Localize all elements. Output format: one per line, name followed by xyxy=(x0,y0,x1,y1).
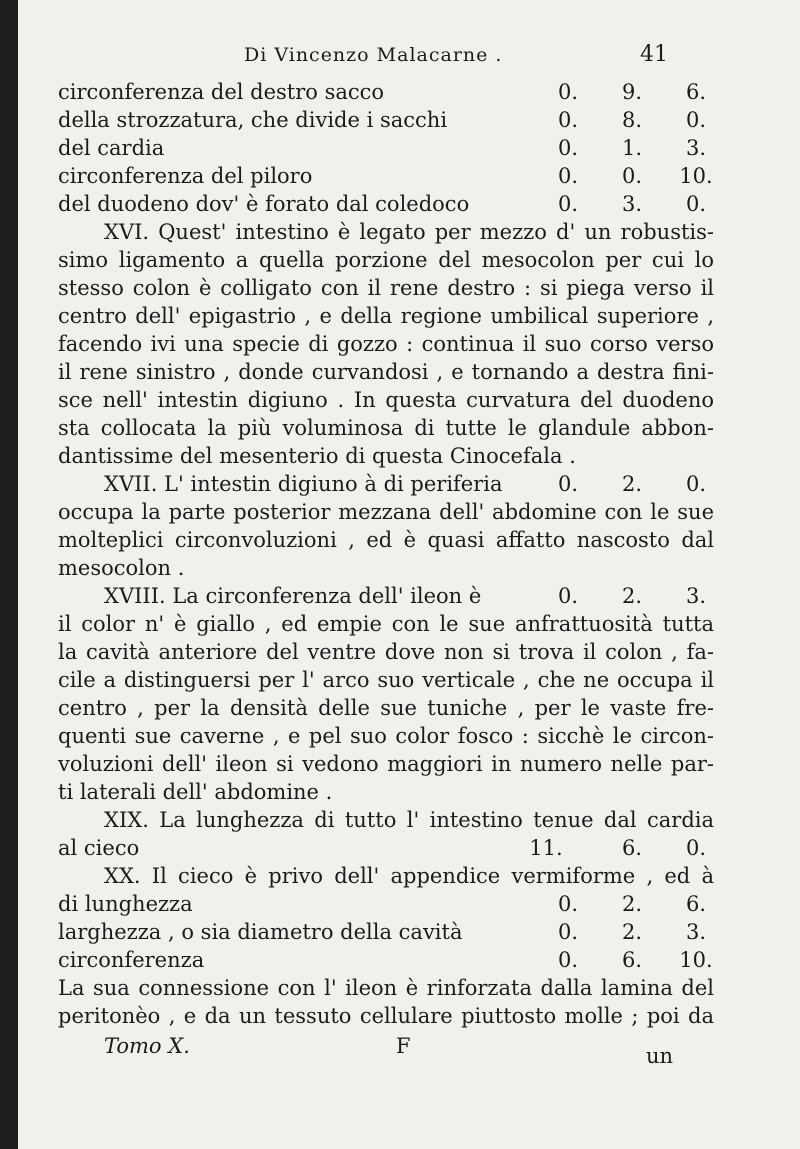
value-cell: 3. xyxy=(685,584,707,608)
value-cell: 0. xyxy=(685,108,707,132)
row-label: circonferenza del destro sacco xyxy=(58,80,385,104)
paragraph-line: sce nell' intestin digiuno . In questa curvatura del duodeno xyxy=(58,388,714,412)
value-cell: 6. xyxy=(621,836,643,860)
paragraph-line: il rene sinistro , donde curvandosi , e tornando a destra fini- xyxy=(58,360,714,384)
volume-mark: Tomo X. xyxy=(104,1034,190,1058)
paragraph-line: voluzioni dell' ileon si vedono maggiori in numero nelle par- xyxy=(58,752,714,776)
value-cell: 0. xyxy=(685,192,707,216)
row-label: XVII. L' intestin digiuno à di periferia xyxy=(104,472,503,496)
paragraph-line: centro , per la densità delle sue tuniche , per le vaste fre- xyxy=(58,696,714,720)
row-label: del cardia xyxy=(58,136,165,160)
table-row xyxy=(58,190,714,218)
value-cell: 0. xyxy=(557,584,579,608)
value-cell: 6. xyxy=(685,80,707,104)
value-cell: 0. xyxy=(557,192,579,216)
page-number: 41 xyxy=(640,42,668,67)
paragraph-line: mesocolon . xyxy=(58,556,185,580)
value-cell: 0. xyxy=(557,108,579,132)
paragraph-line: occupa la parte posterior mezzana dell' abdomine con le sue xyxy=(58,500,714,524)
paragraph-line: ti laterali dell' abdomine . xyxy=(58,780,333,804)
value-cell: 0. xyxy=(621,164,643,188)
value-cell: 3. xyxy=(621,192,643,216)
value-cell: 0. xyxy=(685,836,707,860)
row-label: XVIII. La circonferenza dell' ileon è xyxy=(104,584,482,608)
paragraph-line: il color n' è giallo , ed empie con le sue anfrattuosità tutta xyxy=(58,612,714,636)
row-label: circonferenza xyxy=(58,948,205,972)
table-row xyxy=(58,162,714,190)
paragraph-line: centro dell' epigastrio , e della regione umbilical superiore , xyxy=(58,304,714,328)
row-label: circonferenza del piloro xyxy=(58,164,313,188)
value-cell: 6. xyxy=(685,892,707,916)
value-cell: 0. xyxy=(557,472,579,496)
table-row xyxy=(104,582,714,610)
row-label: di lunghezza xyxy=(58,892,193,916)
value-cell: 3. xyxy=(685,136,707,160)
paragraph-line: dantissime del mesenterio di questa Cinocefala . xyxy=(58,444,576,468)
row-label: del duodeno dov' è forato dal coledoco xyxy=(58,192,470,216)
value-cell: 6. xyxy=(621,948,643,972)
paragraph-line: La sua connessione con l' ileon è rinforzata dalla lamina del xyxy=(58,976,714,1000)
table-row xyxy=(58,834,714,862)
paragraph-line: peritonèo , e da un tessuto cellulare piuttosto molle ; poi da xyxy=(58,1004,714,1028)
paragraph-line: la cavità anteriore del ventre dove non si trova il colon , fa- xyxy=(58,640,714,664)
signature-mark: F xyxy=(396,1034,411,1058)
table-row xyxy=(58,946,714,974)
value-cell: 10. xyxy=(679,164,713,188)
value-cell: 2. xyxy=(621,892,643,916)
paragraph-line: stesso colon è colligato con il rene destro : si piega verso il xyxy=(58,276,714,300)
row-label: della strozzatura, che divide i sacchi xyxy=(58,108,448,132)
running-head: Di Vincenzo Malacarne . xyxy=(244,44,503,66)
value-cell: 0. xyxy=(557,136,579,160)
value-cell: 8. xyxy=(621,108,643,132)
value-cell: 0. xyxy=(557,920,579,944)
paragraph-line: simo ligamento a quella porzione del mesocolon per cui lo xyxy=(58,248,714,272)
table-row xyxy=(58,106,714,134)
paragraph-line: cile a distinguersi per l' arco suo verticale , che ne occupa il xyxy=(58,668,714,692)
value-cell: 10. xyxy=(679,948,713,972)
table-row xyxy=(58,890,714,918)
value-cell: 0. xyxy=(557,948,579,972)
value-cell: 2. xyxy=(621,472,643,496)
paragraph-line: XVI. Quest' intestino è legato per mezzo d' un robustis- xyxy=(104,220,714,244)
value-cell: 0. xyxy=(557,892,579,916)
row-label: al cieco xyxy=(58,836,140,860)
value-cell: 2. xyxy=(621,920,643,944)
book-page xyxy=(18,0,800,1149)
value-cell: 0. xyxy=(685,472,707,496)
value-cell: 3. xyxy=(685,920,707,944)
table-row xyxy=(58,134,714,162)
value-cell: 1. xyxy=(621,136,643,160)
value-cell: 2. xyxy=(621,584,643,608)
value-cell: 9. xyxy=(621,80,643,104)
paragraph-line: XX. Il cieco è privo dell' appendice vermiforme , ed à xyxy=(104,864,714,888)
paragraph-line: XIX. La lunghezza di tutto l' intestino tenue dal cardia xyxy=(104,808,714,832)
paragraph-line: quenti sue caverne , e pel suo color fosco : sicchè le circon- xyxy=(58,724,714,748)
paragraph-line: facendo ivi una specie di gozzo : continua il suo corso verso xyxy=(58,332,714,356)
table-row xyxy=(104,470,714,498)
paragraph-line: sta collocata la più voluminosa di tutte le glandule abbon- xyxy=(58,416,714,440)
table-row xyxy=(58,78,714,106)
catchword: un xyxy=(646,1044,674,1068)
row-label: larghezza , o sia diametro della cavità xyxy=(58,920,463,944)
value-cell: 0. xyxy=(557,80,579,104)
value-cell: 0. xyxy=(557,164,579,188)
paragraph-line: molteplici circonvoluzioni , ed è quasi affatto nascosto dal xyxy=(58,528,714,552)
value-cell: 11. xyxy=(529,836,563,860)
table-row xyxy=(58,918,714,946)
